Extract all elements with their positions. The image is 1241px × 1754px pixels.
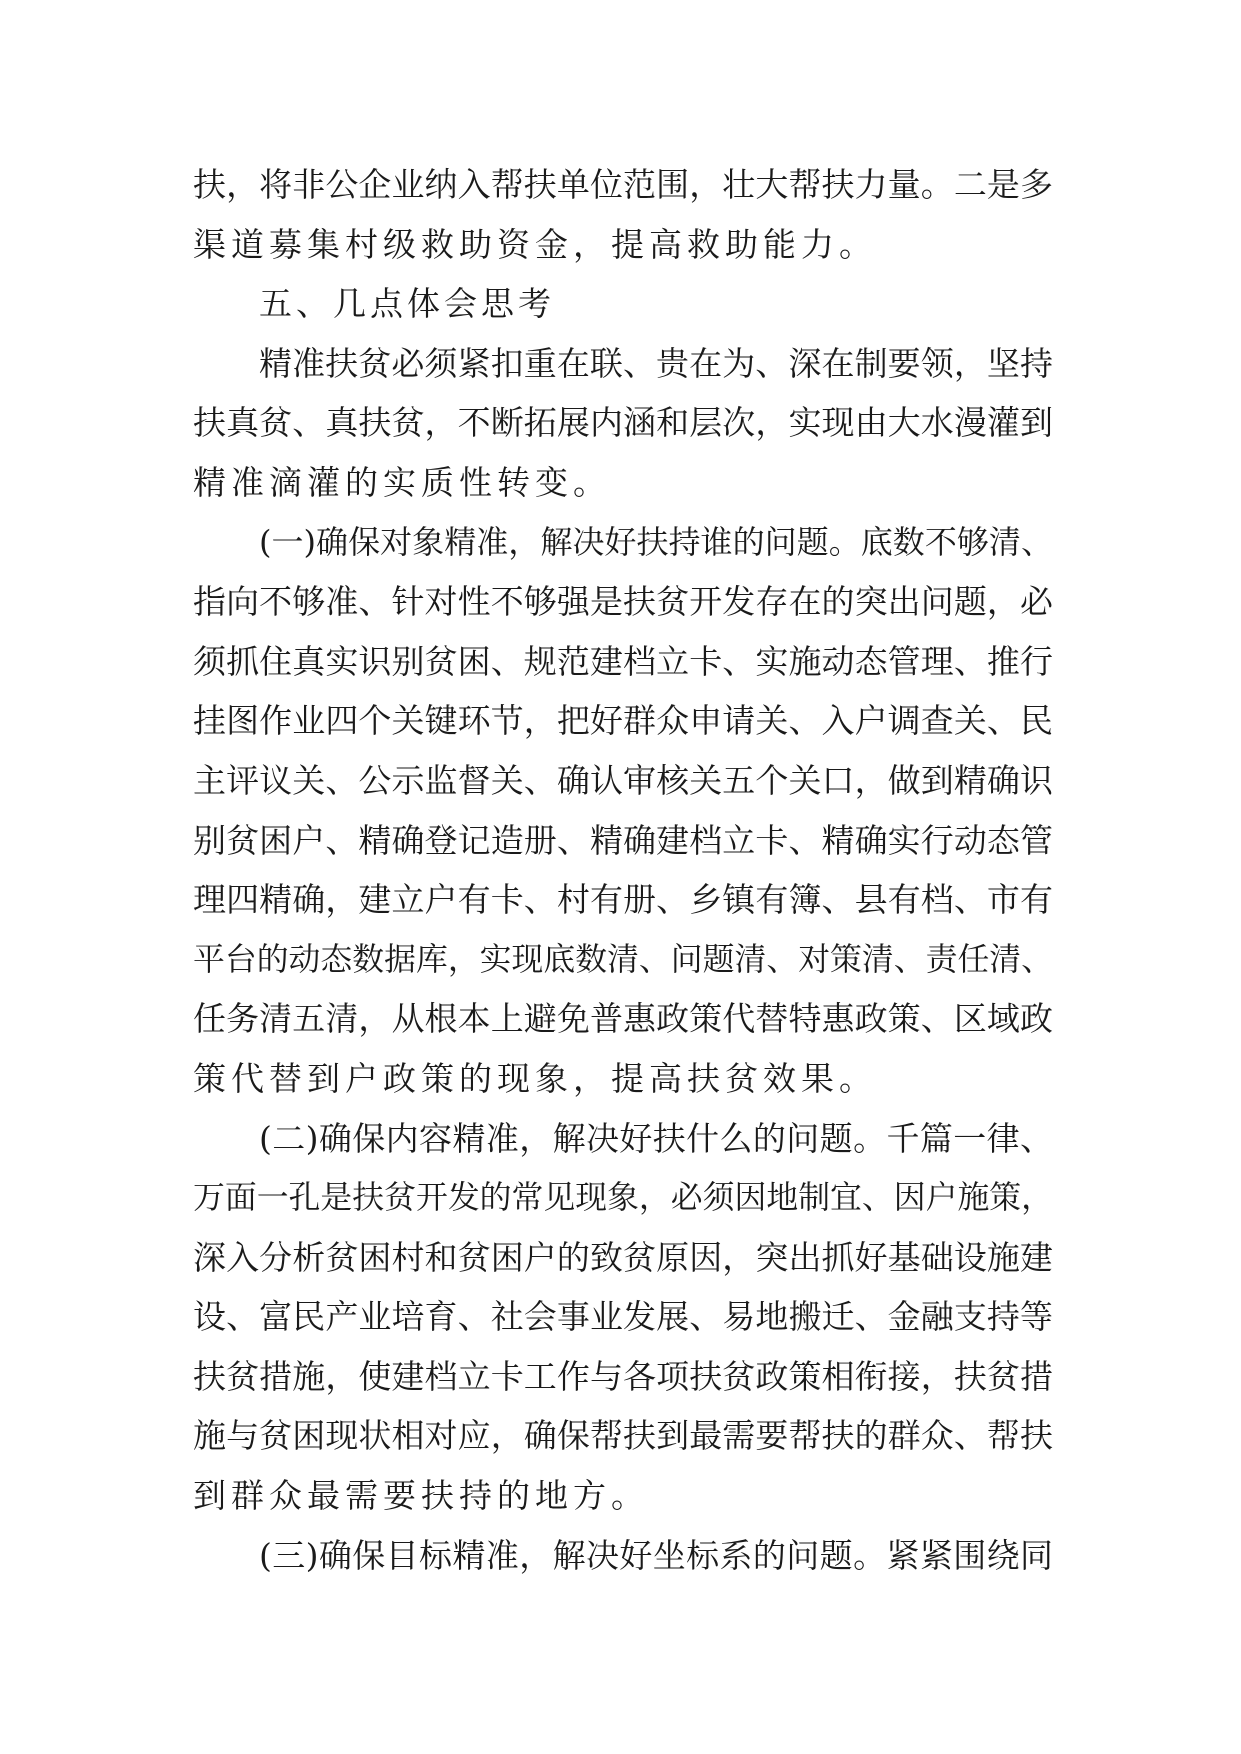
text-line: 任务清五清，从根本上避免普惠政策代替特惠政策、区域政: [193, 999, 1053, 1039]
text-line: (一)确保对象精准，解决好扶持谁的问题。底数不够清、: [259, 522, 1053, 561]
text-line: 扶贫措施，使建档立卡工作与各项扶贫政策相衔接，扶贫措: [193, 1356, 1053, 1396]
text-line: 精准扶贫必须紧扣重在联、贵在为、深在制要领，坚持: [259, 343, 1053, 383]
text-line: 深入分析贫困村和贫困户的致贫原因，突出抓好基础设施建: [193, 1237, 1053, 1277]
text-line: 挂图作业四个关键环节，把好群众申请关、入户调查关、民: [193, 701, 1053, 741]
text-line: 万面一孔是扶贫开发的常见现象，必须因地制宜、因户施策，: [193, 1178, 1053, 1217]
text-line: 须抓住真实识别贫困、规范建档立卡、实施动态管理、推行: [193, 641, 1053, 681]
text-line: 精准滴灌的实质性转变。: [193, 462, 611, 502]
text-line: 理四精确，建立户有卡、村有册、乡镇有簿、县有档、市有: [193, 880, 1053, 920]
text-line: 扶，将非公企业纳入帮扶单位范围，壮大帮扶力量。二是多: [193, 165, 1053, 204]
text-line: 扶真贫、真扶贫，不断拓展内涵和层次，实现由大水漫灌到: [193, 403, 1053, 443]
text-line: 设、富民产业培育、社会事业发展、易地搬迁、金融支持等: [193, 1297, 1053, 1337]
text-line: 策代替到户政策的现象，提高扶贫效果。: [193, 1058, 877, 1098]
text-line: 指向不够准、针对性不够强是扶贫开发存在的突出问题，必: [193, 582, 1053, 622]
text-line: (二)确保内容精准，解决好扶什么的问题。千篇一律、: [259, 1118, 1053, 1158]
text-line: (三)确保目标精准，解决好坐标系的问题。紧紧围绕同: [259, 1535, 1053, 1575]
text-line: 渠道募集村级救助资金，提高救助能力。: [193, 224, 877, 264]
text-line: 别贫困户、精确登记造册、精确建档立卡、精确实行动态管: [193, 820, 1053, 860]
document-body: [193, 155, 1053, 1585]
text-line: 到群众最需要扶持的地方。: [193, 1476, 649, 1516]
section-heading: 五、几点体会思考: [259, 284, 555, 324]
text-line: 平台的动态数据库，实现底数清、问题清、对策清、责任清、: [193, 939, 1053, 978]
text-line: 施与贫困现状相对应，确保帮扶到最需要帮扶的群众、帮扶: [193, 1416, 1053, 1456]
text-line: 主评议关、公示监督关、确认审核关五个关口，做到精确识: [193, 760, 1053, 800]
